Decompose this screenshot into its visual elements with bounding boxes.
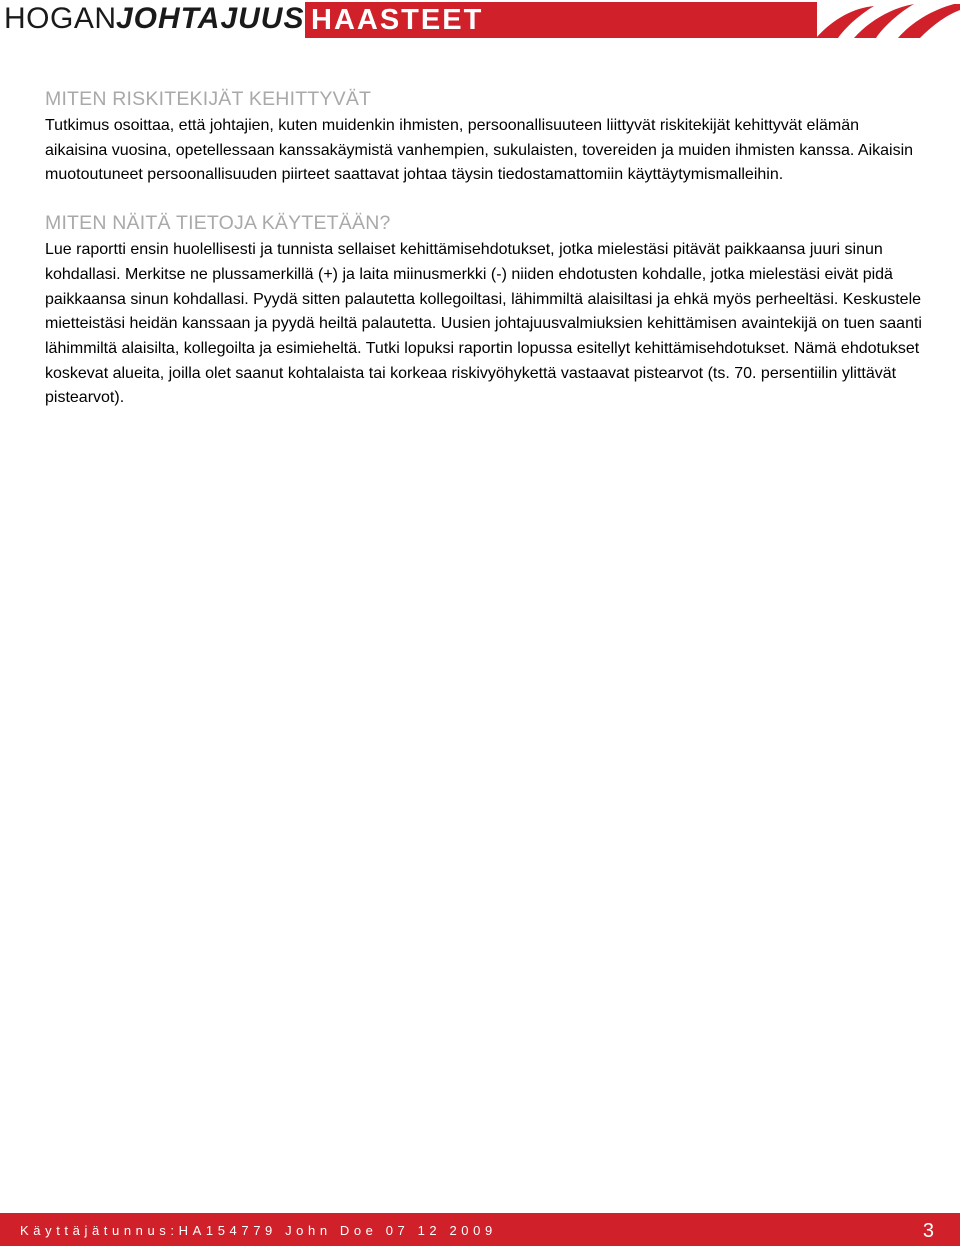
hogan-swoosh-logo-icon xyxy=(814,0,960,40)
brand-product: HAASTEET xyxy=(311,4,484,36)
footer-user-id: Käyttäjätunnus:HA154779 John Doe 07 12 2009 xyxy=(20,1223,497,1238)
page-header xyxy=(0,0,960,40)
brand-main: JOHTAJUUS xyxy=(116,2,305,35)
brand-prefix: HOGAN xyxy=(4,2,117,35)
section-usage xyxy=(45,210,925,411)
page-number: 3 xyxy=(922,1220,934,1242)
section-title: MITEN NÄITÄ TIETOJA KÄYTETÄÄN? xyxy=(45,212,391,235)
brand-product-bar xyxy=(305,2,817,38)
document-content xyxy=(45,86,925,411)
section-paragraph: Lue raportti ensin huolellisesti ja tunnista sellaiset kehittämisehdotukset, jotka mielestäsi pitävät paikkaansa juuri sinun kohdallasi. Merkitse ne plussamerkillä (+) ja laita miinusmerkki (-) niiden ehdotusten kohdalle, jotka mielestäsi eivät pidä paikkaansa sinun kohdallasi. Pyydä sitten palautetta kollegoiltasi, lähimmiltä alaisiltasi ja ehkä myös perheeltäsi. Keskustele mietteistäsi heidän kanssaan ja pyydä heiltä palautetta. Uusien johtajuusvalmiuksien kehittämisen avaintekijä on tuen saanti lähimmiltä alaisilta, kollegoilta ja esimieheltä. Tutki lopuksi raportin lopussa esitellyt kehittämisehdotukset. Nämä ehdotukset koskevat alueita, joilla olet saanut kohtalaista tai korkeaa riskivyöhykettä vastaavat pistearvot (ts. 70. persentiilin ylittävät pistearvot). xyxy=(45,241,922,407)
page-footer xyxy=(0,1213,960,1246)
section-paragraph: Tutkimus osoittaa, että johtajien, kuten muidenkin ihmisten, persoonallisuuteen liittyvät riskitekijät kehittyvät elämän aikaisina vuosina, opetellessaan kanssakäymistä vanhempien, sukulaisten, tovereiden ja muiden ihmisten kanssa. Aikaisin muotoutuneet persoonallisuuden piirteet saattavat johtaa täysin tiedostamattomiin käyttäytymismalleihin. xyxy=(45,117,914,184)
section-title: MITEN RISKITEKIJÄT KEHITTYVÄT xyxy=(45,88,372,110)
section-risk-factors xyxy=(45,86,925,188)
